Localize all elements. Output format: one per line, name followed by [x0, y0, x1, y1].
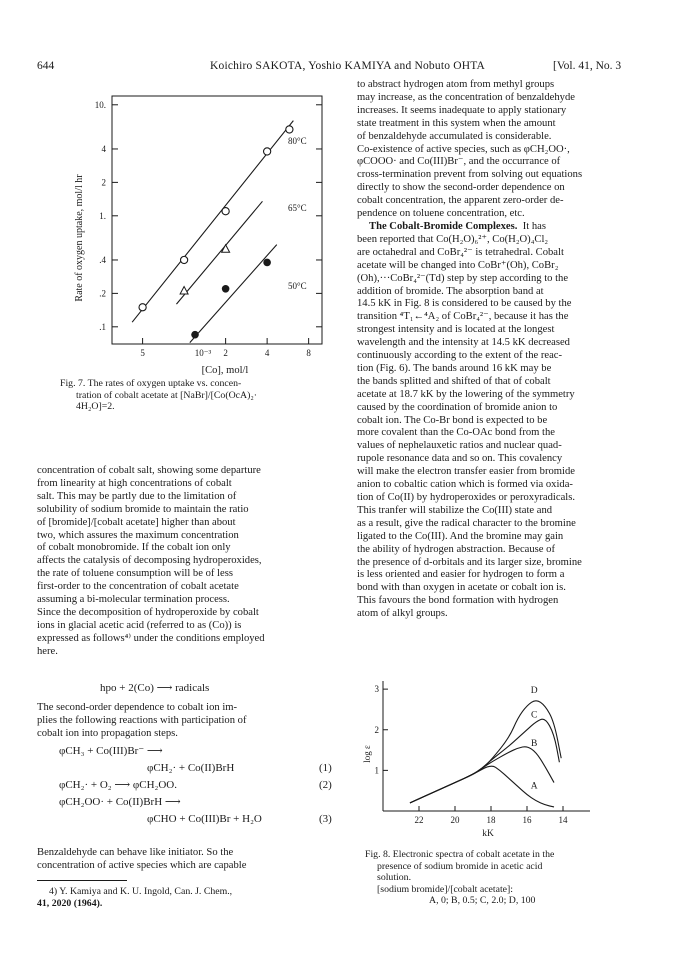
fig7-point-80c: [139, 304, 146, 311]
equation-text: φCH₃ + Co(III)Br⁻ ⟶: [59, 745, 163, 757]
text-line: is less oriented and easier for hydrogen to form a: [357, 569, 565, 581]
text-line: (Oh),···CoBr₄²⁻(Td) step by step according to the: [357, 272, 569, 284]
fig7-point-80c: [181, 256, 188, 263]
left-column-text-2: [37, 702, 337, 741]
fig8-curve-label-A: A: [530, 781, 538, 792]
fig7-y-tick-label: .1: [99, 321, 106, 332]
text-line: the ability of hydrogen abstraction. Because of: [357, 543, 555, 555]
text-line: anion to cobaltic cation which is formed via oxida-: [357, 479, 573, 491]
figure-8: [362, 676, 625, 846]
fig7-x-tick-label: 4: [264, 348, 270, 358]
equation-number: (2): [319, 779, 332, 791]
fig8-y-tick-label: 3: [374, 684, 379, 695]
fig8-curve-label-B: B: [531, 739, 538, 749]
text-line: Co-existence of active species, such as φCH₂OO·,: [357, 143, 570, 155]
text-line: The second-order dependence to cobalt ion im-: [37, 702, 238, 713]
text-line: atom of alkyl groups.: [357, 608, 448, 620]
fig8-x-tick-label: 16: [522, 815, 532, 825]
text-line: ligated to the Co(III). And the bromine may gain: [357, 530, 564, 542]
equation-text: φCH₂· + O₂ ⟶ φCH₂OO.: [59, 779, 177, 791]
text-line: more covalent than the Co-OAc bond from the: [357, 427, 555, 439]
fig7-x-multiplier: 10⁻³: [194, 348, 212, 358]
text-line: of cobalt monobromide. If the cobalt ion only: [37, 542, 231, 554]
fig7-x-tick-label: 8: [306, 348, 311, 358]
text-line: here.: [37, 645, 58, 657]
fig8-x-tick-label: 14: [558, 815, 568, 825]
fig8-curve-D: [410, 701, 561, 803]
text-line: values of nephelauxetic ratios and nuclear quad-: [357, 440, 562, 452]
fig7-point-80c: [222, 208, 229, 215]
fig7-point-80c: [286, 126, 293, 133]
fig7-caption-line: tration of cobalt acetate at [NaBr]/[Co(OcA)₂·: [76, 389, 258, 401]
text-line: Benzaldehyde can behave like initiator. So the: [37, 847, 234, 858]
text-line: acetate will be changed into CoBr⁺(Oh), CoBr₂: [357, 259, 559, 271]
page-number: 644: [37, 60, 55, 72]
text-line: the presence of d-orbitals and its larger size, bromine: [357, 556, 582, 568]
text-line: tion of Co(II) by hydroperoxides or peroxyradicals.: [357, 492, 575, 503]
fig7-point-50c: [263, 259, 271, 267]
text-line: plies the following reactions with participation of: [37, 714, 247, 726]
text-line: 14.5 kK in Fig. 8 is considered to be caused by the: [357, 298, 572, 310]
fig7-y-tick-label: .4: [99, 254, 106, 265]
text-line: addition of bromide. The absorption band at: [357, 285, 544, 297]
running-head-authors: Koichiro SAKOTA, Yoshio KAMIYA and Nobuto OHTA: [210, 60, 486, 72]
fig7-y-tick-label: 2: [101, 177, 106, 188]
running-head-volume: [Vol. 41, No. 3: [553, 60, 622, 72]
text-line: transition ⁴T₁←⁴A₂ of CoBr₄²⁻, because it has the: [357, 311, 569, 323]
fig8-caption-line: presence of sodium bromide in acetic acid: [377, 860, 543, 872]
text-line: acetate at 18.7 kK by the lowering of the symmetry: [357, 388, 575, 400]
text-line: Since the decomposition of hydroperoxide by cobalt: [37, 606, 259, 618]
text-line: assuming a bi-molecular termination process.: [37, 594, 230, 606]
fig8-curve-B: [410, 747, 554, 803]
text-line: from linearity at high concentrations of cobalt: [37, 477, 232, 489]
text-line: the bands splitted and shifted of that of cobalt: [357, 375, 551, 387]
fig8-y-tick-label: 1: [374, 765, 379, 776]
fig7-caption-line: Fig. 7. The rates of oxygen uptake vs. concen-: [60, 378, 242, 389]
figure-8-plot: [362, 676, 625, 846]
text-line: cobalt concentration, the apparent zero-order de-: [357, 195, 564, 207]
fig7-caption-line: 4H₂O]=2.: [76, 401, 115, 413]
fig8-caption-line: Fig. 8. Electronic spectra of cobalt acetate in the: [365, 849, 555, 860]
text-line: concentration of active species which are capable: [37, 859, 247, 871]
text-line: concentration of cobalt salt, showing some departure: [37, 465, 261, 476]
equation-row: [37, 777, 337, 794]
fig7-label-80c: 80°C: [288, 136, 307, 146]
fig7-point-65c: [180, 287, 188, 295]
equation-number: (3): [319, 813, 332, 825]
text-line: increases. It seems inadequate to apply stationary: [357, 104, 567, 116]
equation-row: [37, 811, 337, 828]
fig7-y-tick-label: 10.: [94, 99, 106, 110]
fig7-label-65c: 65°C: [288, 203, 307, 213]
fig7-point-80c: [264, 148, 271, 155]
text-line: cobalt ion into propagation steps.: [37, 727, 178, 739]
fig7-point-50c: [191, 331, 199, 339]
fig8-caption-line: A, 0; B, 0.5; C, 2.0; D, 100: [429, 895, 536, 907]
text-line: This tranfer will stabilize the Co(III) state and: [357, 504, 553, 516]
text-line: wavelength and the intensity at 14.5 kK decreased: [357, 337, 570, 349]
fig8-curve-label-C: C: [531, 710, 538, 721]
text-line: may increase, as the concentration of benzaldehyde: [357, 91, 575, 103]
fig7-fit-line-50°C: [190, 245, 277, 343]
text-line: the rate of toluene consumption will be of less: [37, 568, 233, 580]
equation-row: [37, 794, 337, 811]
text-line: strongest intensity and is located at the longest: [357, 324, 555, 336]
text-line: salt. This may be partly due to the limitation of: [37, 490, 237, 502]
text-line: directly to show the second-order dependence on: [357, 182, 565, 194]
section-paragraph: [357, 221, 653, 234]
fig8-caption: [365, 849, 655, 907]
equation-text: φCH₂OO· + Co(II)BrH ⟶: [59, 796, 181, 808]
fig8-y-tick-label: 2: [374, 724, 379, 735]
text-line: continuously according to the extent of the reac-: [357, 350, 563, 362]
reaction-equations: [37, 743, 337, 828]
fig8-y-axis-label: log ε: [362, 745, 372, 763]
text-line: cobalt ion. The Co-Br bond is expected to be: [357, 414, 548, 426]
text-line: of [bromide]/[cobalt acetate] higher than about: [37, 516, 236, 528]
text-line: to abstract hydrogen atom from methyl groups: [357, 79, 555, 90]
fig7-y-tick-label: .2: [99, 288, 106, 299]
text-line: solubility of sodium bromide to maintain the ratio: [37, 503, 249, 515]
text-line: affects the catalysis of decomposing hydroperoxides,: [37, 555, 262, 567]
text-line: expressed as follows⁴⁾ under the conditions employed: [37, 632, 265, 644]
footnote-line: 4) Y. Kamiya and K. U. Ingold, Can. J. Chem.,: [49, 886, 233, 897]
text-line: It has: [522, 220, 546, 232]
fig8-caption-line: solution.: [377, 872, 412, 884]
fig8-x-axis-label: kK: [482, 829, 494, 839]
section-heading: The Cobalt-Bromide Complexes.: [369, 220, 518, 232]
equation-number: (1): [319, 762, 332, 774]
fig7-point-50c: [222, 285, 230, 293]
equation-hpo: hpo + 2(Co) ⟶ radicals: [100, 682, 210, 694]
text-line: are octahedral and CoBr₄²⁻ is tetrahedral. Cobalt: [357, 246, 564, 258]
fig7-x-tick-label: 2: [223, 348, 228, 358]
footnote-line: 41, 2020 (1964).: [37, 897, 103, 909]
right-column-text: [357, 79, 653, 621]
text-line: pendence on toluene concentration, etc.: [357, 208, 525, 220]
equation-text: φCH₂· + Co(II)BrH: [147, 762, 235, 774]
fig7-y-axis-label: Rate of oxygen uptake, mol/l hr: [74, 174, 85, 302]
text-line: cross-termination prevent from solving out equations: [357, 169, 583, 181]
text-line: rupole resonance data and so on. This covalency: [357, 453, 563, 465]
fig7-y-tick-label: 4: [101, 143, 106, 154]
left-column-text-3: [37, 847, 337, 873]
text-line: bond with than oxygen in acetate or cobalt ion is.: [357, 582, 566, 594]
fig8-caption-line: [sodium bromide]/[cobalt acetate]:: [377, 883, 514, 895]
text-line: φCOOO· and Co(III)Br⁻, and the occurrance of: [357, 156, 561, 168]
equation-text: φCHO + Co(III)Br + H₂O: [147, 813, 262, 825]
left-column-text: [37, 465, 337, 659]
fig7-x-tick-label: 5: [140, 348, 145, 358]
equation-row: [37, 760, 337, 777]
text-line: ions in glacial acetic acid (referred to as (Co)) is: [37, 619, 242, 631]
text-line: of benzaldehyde accumulated is considerable.: [357, 130, 552, 142]
fig7-y-tick-label: 1.: [99, 210, 106, 221]
text-line: will make the electron transfer easier from bromide: [357, 466, 575, 478]
footnote-rule: [37, 880, 127, 881]
text-line: as a result, give the radical character to the bromine: [357, 517, 576, 529]
equation-row: [37, 743, 337, 760]
text-line: state treatment in this system when the amount: [357, 117, 556, 129]
text-line: first-order to the concentration of cobalt acetate: [37, 581, 239, 593]
footnote: [37, 886, 337, 909]
text-line: tion (Fig. 6). The bands around 16 kK may be: [357, 362, 552, 374]
fig8-x-tick-label: 18: [486, 815, 496, 825]
text-line: This favours the bond formation with hydrogen: [357, 595, 559, 607]
text-line: caused by the coordination of bromide anion to: [357, 401, 558, 413]
text-line: two, which assures the maximum concentration: [37, 529, 239, 541]
fig8-curve-label-D: D: [530, 686, 538, 697]
fig7-fit-line-65°C: [176, 201, 262, 304]
fig7-caption: [60, 378, 352, 413]
text-line: been reported that Co(H₂O)₆²⁺, Co(H₂O)₄Cl₂: [357, 233, 549, 245]
fig7-label-50c: 50°C: [288, 281, 307, 291]
fig7-x-axis-label: [Co], mol/l: [201, 365, 249, 376]
fig8-x-tick-label: 20: [450, 815, 460, 825]
fig8-x-tick-label: 22: [414, 815, 424, 825]
